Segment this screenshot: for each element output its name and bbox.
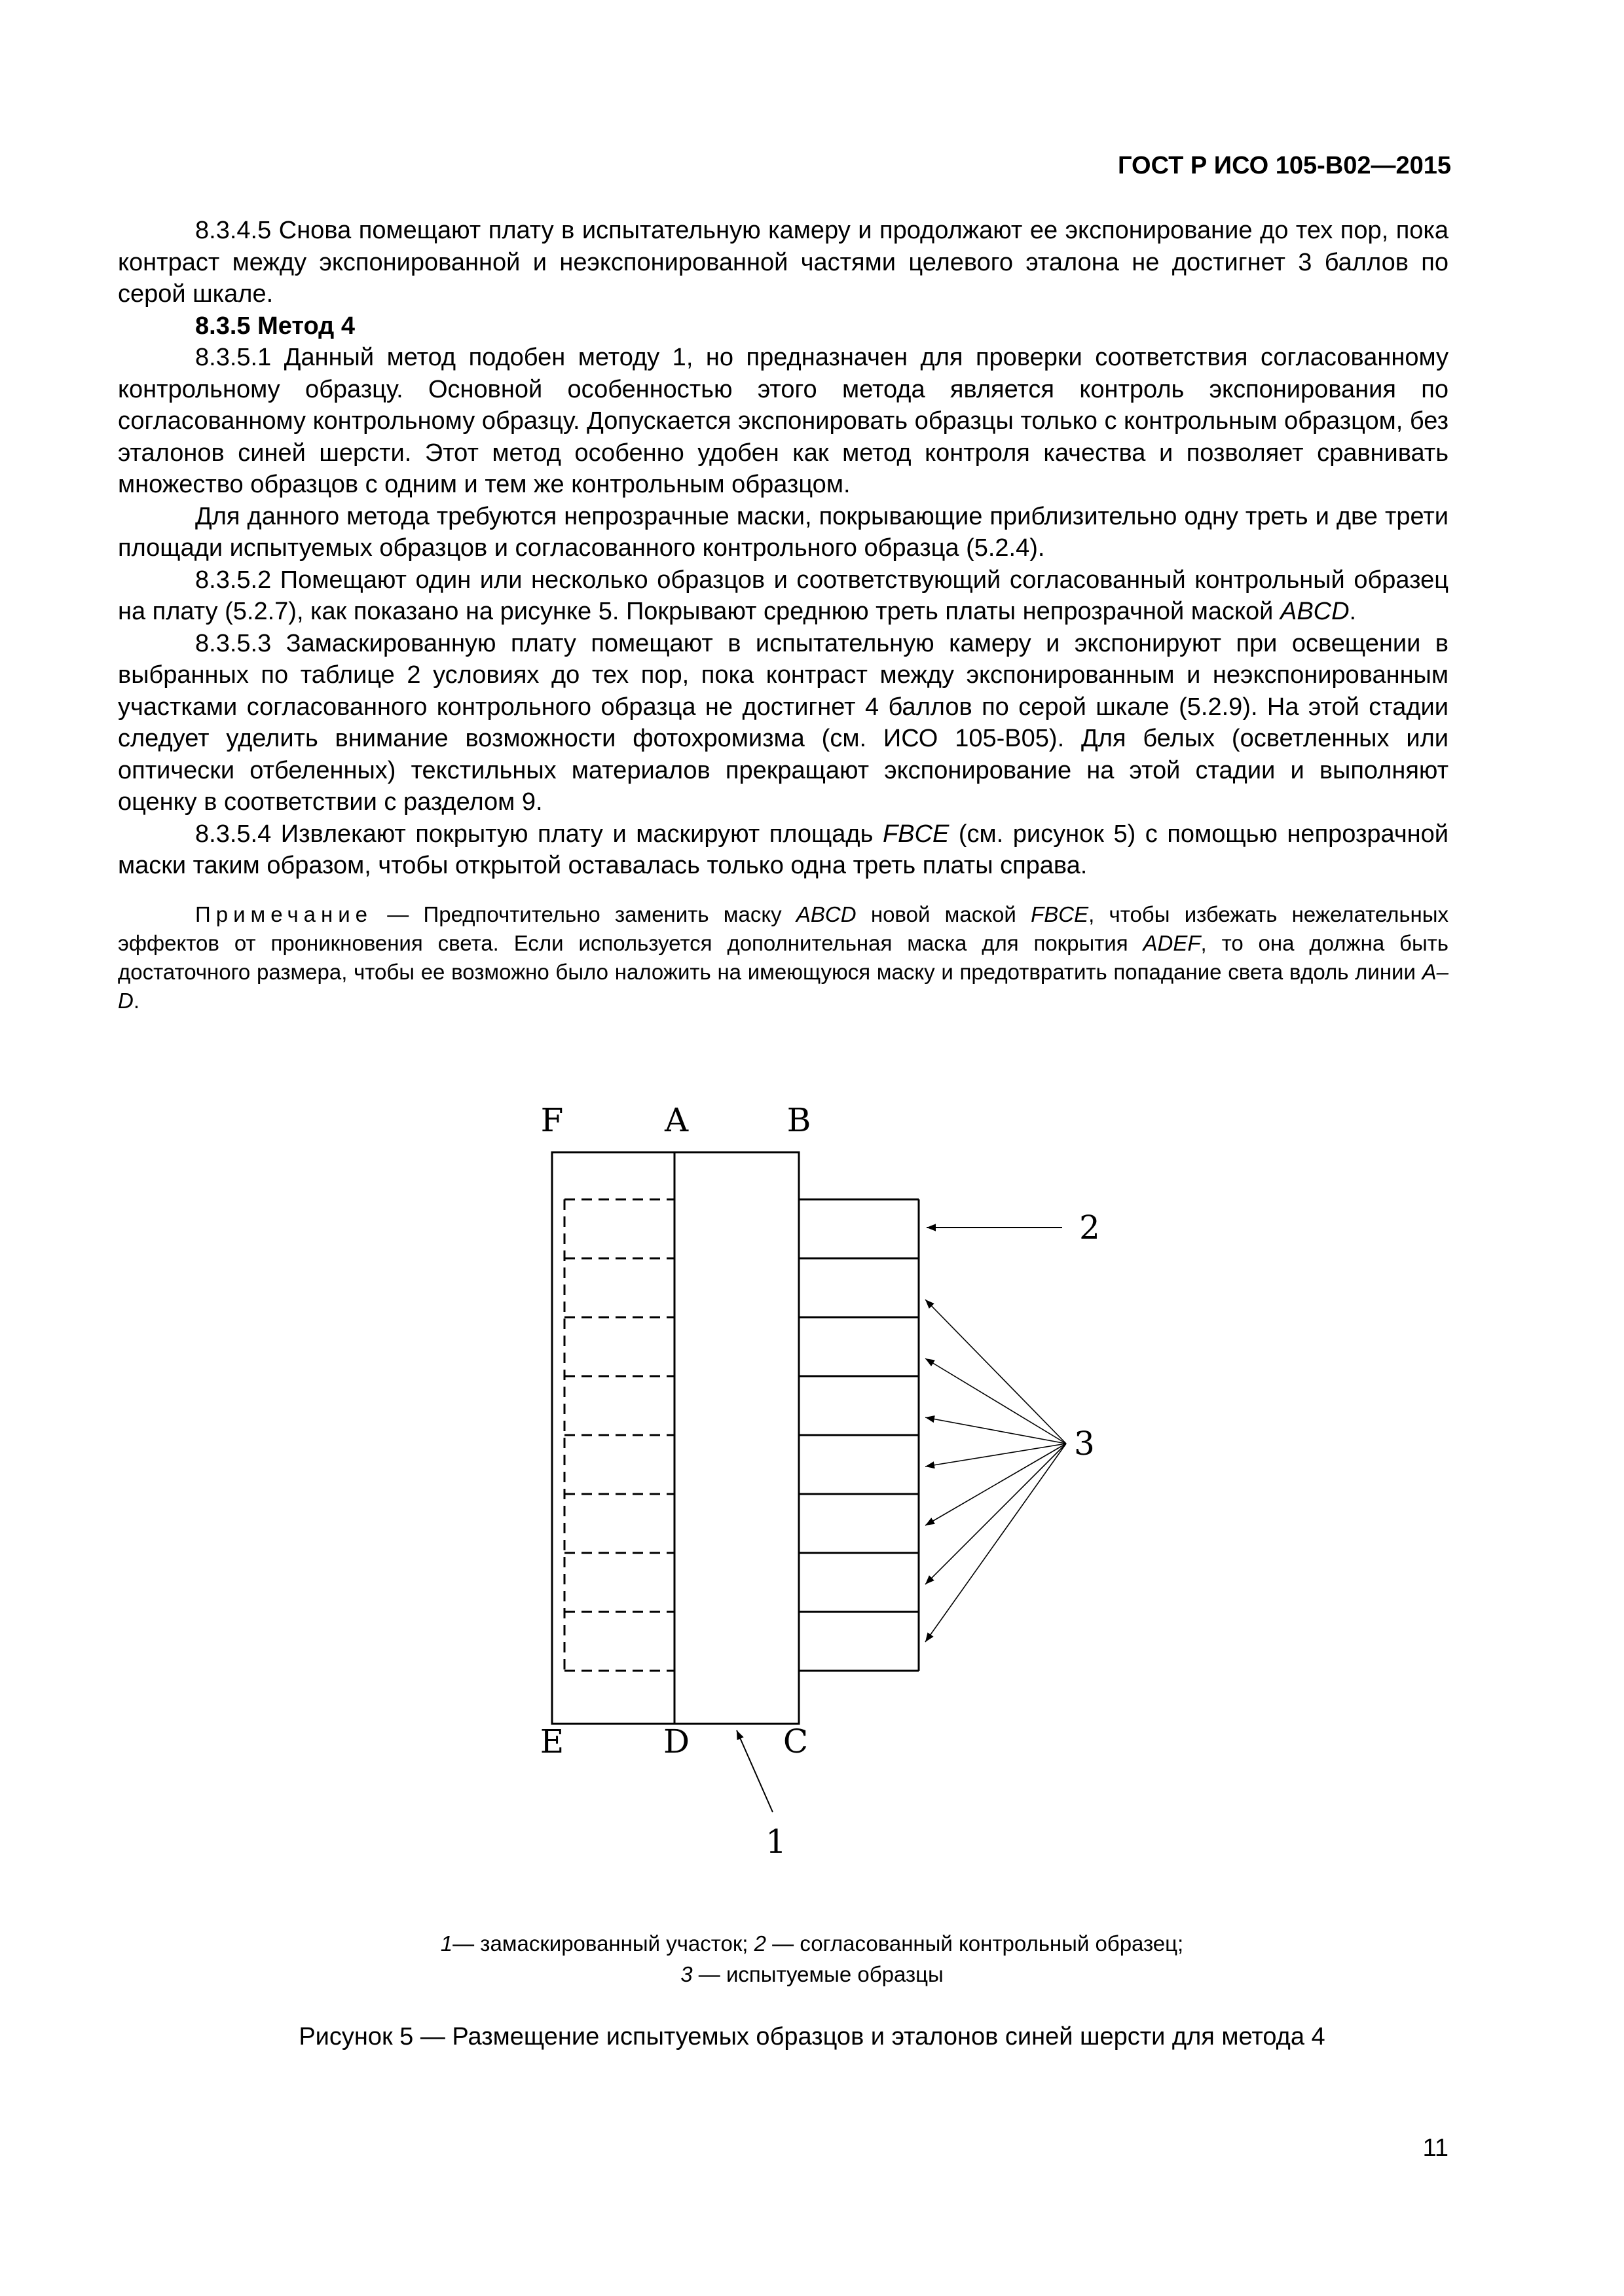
callout-label-1: 1 bbox=[766, 1823, 786, 1861]
callout-1-arrow bbox=[737, 1730, 786, 1861]
note-text: — Предпочтительно заменить маску bbox=[373, 902, 796, 926]
note-text: , чтобы избежать нежелательных эффектов от проникновения света. Если используется дополнительная маска для покрытия bbox=[118, 902, 1449, 955]
note-text: новой маской bbox=[856, 902, 1031, 926]
callout-label-2: 2 bbox=[1079, 1209, 1100, 1247]
masked-area-dashed-samples bbox=[564, 1199, 674, 1671]
paragraph-8-3-4-5: 8.3.4.5 Снова помещают плату в испытательную камеру и продолжают ее экспонирование до тех пор, пока контраст между экспонированной и неэкспонированной частями целевого эталона не достигнет 3 баллов по серой шкале. bbox=[118, 217, 1449, 308]
corner-label-f: F bbox=[540, 1101, 564, 1139]
paragraph-end: . bbox=[1349, 598, 1357, 625]
legend-line-1 bbox=[0, 1928, 1624, 1959]
callout-3-arrows bbox=[925, 1300, 1066, 1642]
mask-name: ABCD bbox=[1280, 598, 1350, 625]
legend-key-3: 3 bbox=[680, 1962, 693, 1986]
document-body bbox=[118, 215, 1449, 1015]
note-label: Примечание bbox=[195, 902, 373, 926]
corner-label-e: E bbox=[540, 1722, 564, 1760]
paragraph-text-cont: (см. рисунок 5) с помощью непрозрачной маски таким образом, чтобы открытой оставалась только одна треть платы справа. bbox=[118, 820, 1449, 879]
legend-key-2: 2 bbox=[754, 1931, 766, 1956]
corner-label-d: D bbox=[663, 1722, 690, 1760]
paragraph-8-3-5-4 bbox=[118, 818, 1449, 882]
note-text: . bbox=[133, 988, 140, 1013]
paragraph-text: 8.3.5.2 Помещают один или несколько образцов и соответствующий согласованный контрольный образец на плату (5.2.7), как показано на рисунке 5. Покрывают среднюю треть платы непрозрачной маской bbox=[118, 566, 1449, 625]
paragraph-8-3-5-1: 8.3.5.1 Данный метод подобен методу 1, но предназначен для проверки соответствия согласованному контрольному образцу. Основной особенностью этого метода является контроль экспонирования по согласованному контрольному образцу. Допускается экспонировать образцы только с контрольным образцом, без эталонов синей шерсти. Этот метод особенно удобен как метод контроля качества и позволяет сравнивать множество образцов с одним и тем же контрольным образцом. bbox=[118, 344, 1449, 498]
note-paragraph bbox=[118, 900, 1449, 1015]
callout-2-arrow bbox=[927, 1209, 1100, 1247]
callout-label-3: 3 bbox=[1074, 1425, 1095, 1463]
corner-label-b: B bbox=[786, 1101, 811, 1139]
mask-name: FBCE bbox=[882, 820, 950, 848]
note-mask: FBCE bbox=[1031, 902, 1089, 926]
figure-caption: Рисунок 5 — Размещение испытуемых образцов и эталонов синей шерсти для метода 4 bbox=[299, 2023, 1325, 2050]
document-code-header: ГОСТ Р ИСО 105-B02—2015 bbox=[1118, 152, 1451, 179]
note-line: A–D bbox=[118, 959, 1449, 1013]
figure-legend bbox=[0, 1928, 1624, 1990]
figure-5-diagram bbox=[0, 1087, 1624, 1872]
paragraph-mask-requirements: Для данного метода требуются непрозрачные маски, покрывающие приблизительно одну треть и две трети площади испытуемых образцов и согласованного контрольного образца (5.2.4). bbox=[118, 502, 1449, 562]
section-heading-method-4: 8.3.5 Метод 4 bbox=[195, 312, 355, 340]
legend-key-1: 1 bbox=[440, 1931, 453, 1956]
note-text: , то она должна быть достаточного размера, чтобы ее возможно было наложить на имеющуюся маску и предотвратить попадание света вдоль линии bbox=[118, 930, 1449, 984]
paragraph-8-3-5-2 bbox=[118, 564, 1449, 628]
legend-desc-1: — замаскированный участок; bbox=[452, 1931, 754, 1956]
page-number: 11 bbox=[1422, 2134, 1449, 2162]
legend-line-2 bbox=[0, 1959, 1624, 1990]
exposed-samples-strips bbox=[799, 1199, 919, 1671]
note-mask: ABCD bbox=[796, 902, 857, 926]
corner-label-c: C bbox=[783, 1722, 809, 1760]
corner-label-a: A bbox=[664, 1101, 689, 1139]
paragraph-8-3-5-3: 8.3.5.3 Замаскированную плату помещают в испытательную камеру и экспонируют при освещении в выбранных по таблице 2 условиях до тех пор, пока контраст между экспонированным и неэкспонированным участками согласованного контрольного образца не достигнет 4 баллов по серой шкале (5.2.9). На этой стадии следует уделить внимание возможности фотохромизма (см. ИСО 105-B05). Для белых (осветленных или оптически отбеленных) текстильных материалов прекращают экспонирование на этой стадии и выполняют оценку в соответствии с разделом 9. bbox=[118, 629, 1449, 816]
note-mask: ADEF bbox=[1143, 930, 1201, 955]
legend-desc-3: — испытуемые образцы bbox=[692, 1962, 944, 1986]
paragraph-text: 8.3.5.4 Извлекают покрытую плату и маскируют площадь bbox=[195, 820, 883, 848]
legend-desc-2: — согласованный контрольный образец; bbox=[766, 1931, 1184, 1956]
